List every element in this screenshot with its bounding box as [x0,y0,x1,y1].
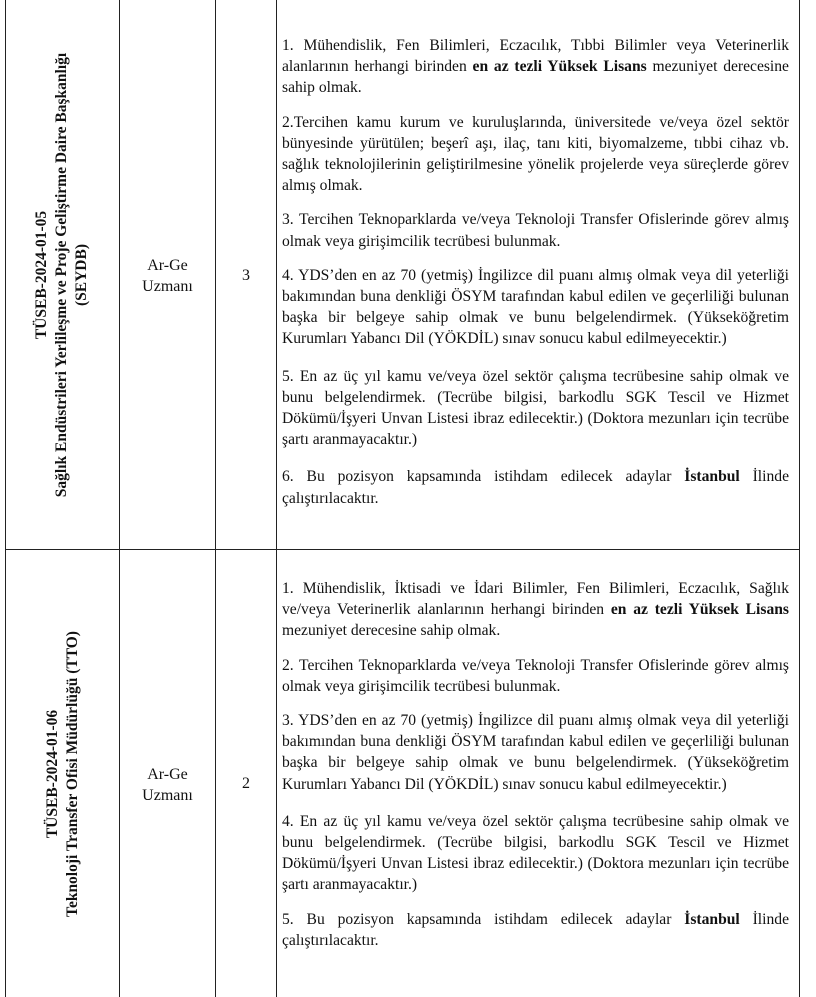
requirement-text: 3. YDS’den en az 70 (yetmiş) İngilizce dil puanı almış olmak veya dil yeterliği bakımından buna denkliği ÖSYM tarafından kabul edilen ve geçerliliği bulunan başka bir belgeye sahip olmak ve bunu belgelendirmek. (Yükseköğretim Kurumları Yabancı Dil (YÖKDİL) sınav sonucu kabul edilmeyecektir.) [282,712,789,793]
requirement-item [282,811,789,896]
requirement-text: 1. Mühendislik, Fen Bilimleri, Eczacılık, Tıbbi Bilimler veya Veterinerlik alanlarının herhangi birinden [282,37,789,76]
requirement-item [282,655,789,697]
row-2-count: 2 [242,775,250,792]
requirement-item [282,112,789,197]
requirement-item [282,466,789,508]
requirement-item [282,209,789,251]
requirement-text: mezuniyet derecesine sahip olmak. [282,622,501,640]
requirement-item [282,578,789,642]
row-2-position [120,764,215,806]
requirement-text: 4. En az üç yıl kamu ve/veya özel sektör çalışma tecrübesine sahip olmak ve bunu belgelendirmek. (Tecrübe bilgisi, barkodlu SGK Tescil ve Hizmet Dökümü/İşyeri Unvan Listesi ibraz edilecektir.) (Doktora mezunları için tecrübe şartı aranmayacaktır.) [282,812,789,894]
requirement-item [282,710,789,795]
row-1-requirements [282,35,789,509]
column-divider-3 [276,0,277,997]
requirement-text: 3. Tercihen Teknoparklarda ve/veya Teknoloji Transfer Ofislerinde görev almış olmak veya girişimcilik tecrübesi bulunmak. [282,211,789,250]
column-divider-1 [119,0,120,997]
table-border-right [799,0,800,997]
requirement-text: 2. Tercihen Teknoparklarda ve/veya Teknoloji Transfer Ofislerinde görev almış olmak veya girişimcilik tecrübesi bulunmak. [282,656,789,695]
requirement-text: 5. En az üç yıl kamu ve/veya özel sektör çalışma tecrübesine sahip olmak ve bunu belgelendirmek. (Tecrübe bilgisi, barkodlu SGK Tescil ve Hizmet Dökümü/İşyeri Unvan Listesi ibraz edilecektir.) (Doktora mezunları için tecrübe şartı aranmayacaktır.) [282,367,789,449]
row-1-unit-abbr: (SEYDB) [73,243,91,306]
row-1-position-line2: Uzmanı [142,278,193,295]
row-1-unit-cell [7,0,118,549]
row-2-position-line2: Uzmanı [142,787,193,804]
row-2-unit: Teknoloji Transfer Ofisi Müdürlüğü (TTO) [63,630,81,917]
requirement-text: İlinde çalıştırılacaktır. [282,468,789,507]
requirement-text: İlinde çalıştırılacaktır. [282,910,789,949]
requirement-text: 2.Tercihen kamu kurum ve kuruluşlarında, üniversitede ve/veya özel sektör bünyesinde yürütülen; beşerî aşı, ilaç, tanı kiti, biyomalzeme, tıbbi cihaz vb. sağlık teknolojilerinin geliştirilmesine yönelik projelerde veya süreçlerde görev almış olmak. [282,113,789,195]
requirement-emphasis: İstanbul [684,910,740,928]
row-1-position [120,255,215,297]
requirement-text: 6. Bu pozisyon kapsamında istihdam edilecek adaylar [282,468,685,486]
requirement-item [282,265,789,350]
row-1-unit: Sağlık Endüstrileri Yerlileşme ve Proje Geliştirme Daire Başkanlığı [53,52,71,497]
row-1-count: 3 [242,267,250,284]
requirement-text: mezuniyet derecesine sahip olmak. [282,58,789,97]
requirement-item [282,35,789,99]
requirement-text: 4. YDS’den en az 70 (yetmiş) İngilizce dil puanı almış olmak veya dil yeterliği bakımından buna denkliği ÖSYM tarafından kabul edilen ve geçerliliği bulunan başka bir belgeye sahip olmak ve bunu belgelendirmek. (Yükseköğretim Kurumları Yabancı Dil (YÖKDİL) sınav sonucu kabul edilmeyecektir.) [282,266,789,348]
requirement-text: 1. Mühendislik, İktisadi ve İdari Bilimler, Fen Bilimleri, Eczacılık, Sağlık ve/veya Veterinerlik alanlarının herhangi birinden [282,580,789,619]
column-divider-2 [215,0,216,997]
requirement-item [282,366,789,451]
table-divider-middle [5,549,800,550]
table-border-left [5,0,6,997]
row-2-position-line1: Ar-Ge [147,766,188,783]
row-1-position-line1: Ar-Ge [147,257,188,274]
row-2-requirements [282,578,789,951]
requirement-item [282,909,789,951]
row-1-code: TÜSEB-2024-01-05 [33,210,51,339]
requirement-emphasis: İstanbul [684,468,740,486]
requirement-text: 5. Bu pozisyon kapsamında istihdam edilecek adaylar [282,910,685,928]
requirement-emphasis: en az tezli Yüksek Lisans [472,58,647,76]
row-2-unit-cell [7,550,118,997]
requirement-emphasis: en az tezli Yüksek Lisans [610,601,789,619]
row-2-code: TÜSEB-2024-01-06 [43,709,61,838]
